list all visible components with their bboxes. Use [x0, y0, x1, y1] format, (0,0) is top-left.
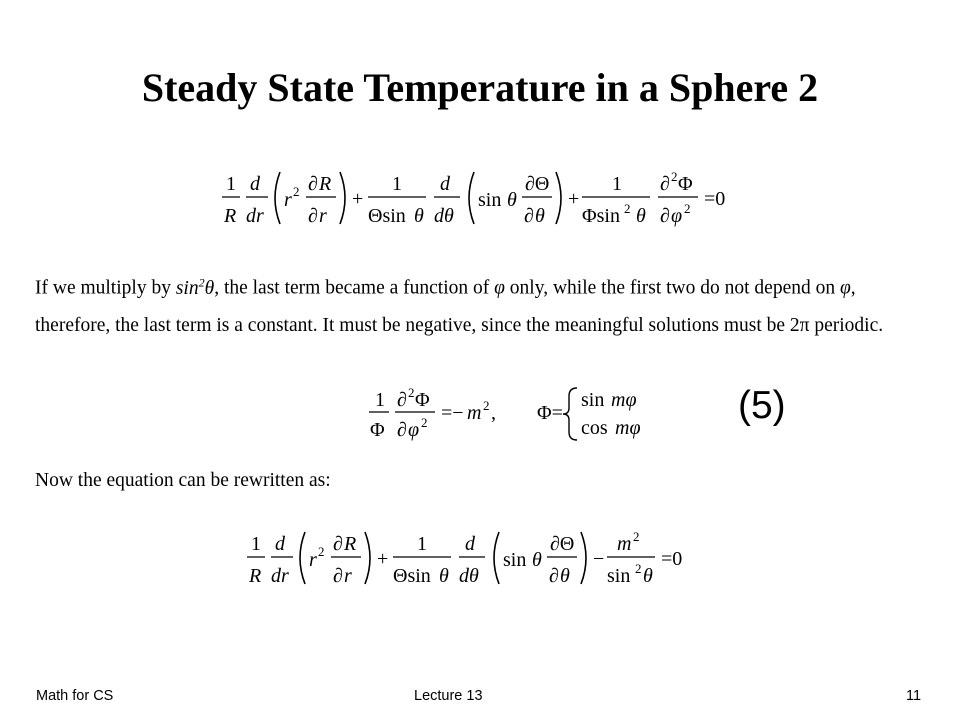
sin-label: sin — [175, 277, 199, 299]
footer-lecture: Lecture 13 — [414, 688, 483, 704]
equation-2 — [365, 384, 665, 444]
svg-text:∂: ∂ — [524, 205, 534, 227]
svg-text:+: + — [352, 188, 364, 210]
svg-text:1: 1 — [392, 173, 402, 195]
svg-text:2: 2 — [635, 561, 642, 576]
svg-text:2: 2 — [293, 184, 300, 199]
svg-text:∂Θ: ∂Θ — [550, 533, 575, 555]
svg-text:∂: ∂ — [397, 389, 407, 411]
slide-title: Steady State Temperature in a Sphere 2 — [141, 65, 819, 110]
svg-text:Φ: Φ — [678, 173, 693, 195]
svg-text:Φsin: Φsin — [582, 205, 620, 227]
svg-text:R: R — [344, 533, 357, 555]
svg-text:dθ: dθ — [459, 565, 479, 587]
svg-text:1: 1 — [612, 173, 622, 195]
svg-text:∂: ∂ — [333, 565, 343, 587]
rewrite-paragraph: Now the equation can be rewritten as: — [35, 470, 331, 491]
svg-text:Φ: Φ — [370, 419, 385, 441]
footer-page-number: 11 — [906, 688, 922, 704]
svg-text:Φ: Φ — [415, 389, 430, 411]
svg-text:=−: =− — [441, 402, 464, 424]
equation-1 — [220, 166, 740, 232]
svg-text:R: R — [249, 565, 262, 587]
svg-text:∂: ∂ — [308, 173, 318, 195]
svg-text:θ: θ — [560, 565, 570, 587]
phi-symbol-2: φ — [839, 277, 851, 299]
svg-text:R: R — [319, 173, 332, 195]
svg-text:mφ: mφ — [615, 417, 641, 439]
svg-text:φ: φ — [408, 419, 420, 441]
equation-number: (5) — [738, 384, 786, 427]
svg-text:2: 2 — [684, 201, 691, 216]
svg-text:∂: ∂ — [308, 205, 318, 227]
svg-text:d: d — [465, 533, 475, 555]
svg-text:∂: ∂ — [333, 533, 343, 555]
svg-text:θ: θ — [636, 205, 646, 227]
svg-text:mφ: mφ — [611, 389, 637, 411]
svg-text:dr: dr — [246, 205, 264, 227]
svg-text:−: − — [593, 548, 605, 570]
svg-text:Θsin: Θsin — [368, 205, 406, 227]
paragraph-text-1: If we multiply by — [35, 277, 176, 299]
svg-text:dθ: dθ — [434, 205, 454, 227]
svg-text:m: m — [467, 402, 482, 424]
theta-symbol: θ — [204, 277, 215, 299]
svg-text:∂Θ: ∂Θ — [525, 173, 550, 195]
svg-text:r: r — [319, 205, 327, 227]
svg-text:+: + — [568, 188, 580, 210]
sin-exponent: 2 — [198, 275, 205, 289]
svg-text:=0: =0 — [661, 548, 683, 570]
svg-text:2: 2 — [421, 415, 428, 430]
svg-text:2: 2 — [408, 385, 415, 400]
svg-text:1: 1 — [226, 173, 236, 195]
svg-text:d: d — [275, 533, 285, 555]
svg-text:Θsin: Θsin — [393, 565, 431, 587]
svg-text:1: 1 — [251, 533, 261, 555]
svg-text:θ: θ — [532, 549, 542, 571]
svg-text:m: m — [617, 533, 632, 555]
svg-text:Φ=: Φ= — [537, 402, 563, 424]
svg-text:r: r — [284, 189, 292, 211]
svg-text:2: 2 — [483, 398, 490, 413]
svg-text:1: 1 — [375, 389, 385, 411]
svg-text:∂: ∂ — [549, 565, 559, 587]
svg-text:d: d — [250, 173, 260, 195]
svg-text:,: , — [491, 402, 496, 424]
svg-text:sin: sin — [581, 389, 605, 411]
svg-text:∂: ∂ — [660, 205, 670, 227]
paragraph-text-3: only, while the first two do not depend on — [504, 277, 840, 299]
svg-text:θ: θ — [643, 565, 653, 587]
svg-text:sin: sin — [607, 565, 631, 587]
svg-text:+: + — [377, 548, 389, 570]
equation-3 — [245, 526, 705, 592]
svg-text:R: R — [224, 205, 237, 227]
svg-text:θ: θ — [535, 205, 545, 227]
svg-text:∂: ∂ — [660, 173, 670, 195]
paragraph-text-2: , the last term became a function of — [214, 277, 495, 299]
svg-text:cos: cos — [581, 417, 608, 439]
svg-text:2: 2 — [624, 201, 631, 216]
svg-text:φ: φ — [671, 205, 683, 227]
footer-course: Math for CS — [36, 688, 114, 704]
svg-text:r: r — [309, 549, 317, 571]
svg-text:dr: dr — [271, 565, 289, 587]
svg-text:r: r — [344, 565, 352, 587]
svg-text:sin: sin — [478, 189, 502, 211]
svg-text:d: d — [440, 173, 450, 195]
svg-text:θ: θ — [507, 189, 517, 211]
svg-text:2: 2 — [318, 544, 325, 559]
svg-text:2: 2 — [633, 529, 640, 544]
svg-text:sin: sin — [503, 549, 527, 571]
svg-text:∂: ∂ — [397, 419, 407, 441]
svg-text:θ: θ — [414, 205, 424, 227]
paragraph-text-4: , therefore, the last term is a constant. It must be negative, since the meaningful solutions must be 2π periodic. — [35, 277, 884, 336]
svg-text:1: 1 — [417, 533, 427, 555]
explanation-paragraph — [35, 264, 930, 344]
svg-text:2: 2 — [671, 169, 678, 184]
svg-text:θ: θ — [439, 565, 449, 587]
sin-term — [175, 275, 215, 299]
svg-text:=0: =0 — [704, 188, 726, 210]
phi-symbol-1: φ — [494, 277, 505, 299]
